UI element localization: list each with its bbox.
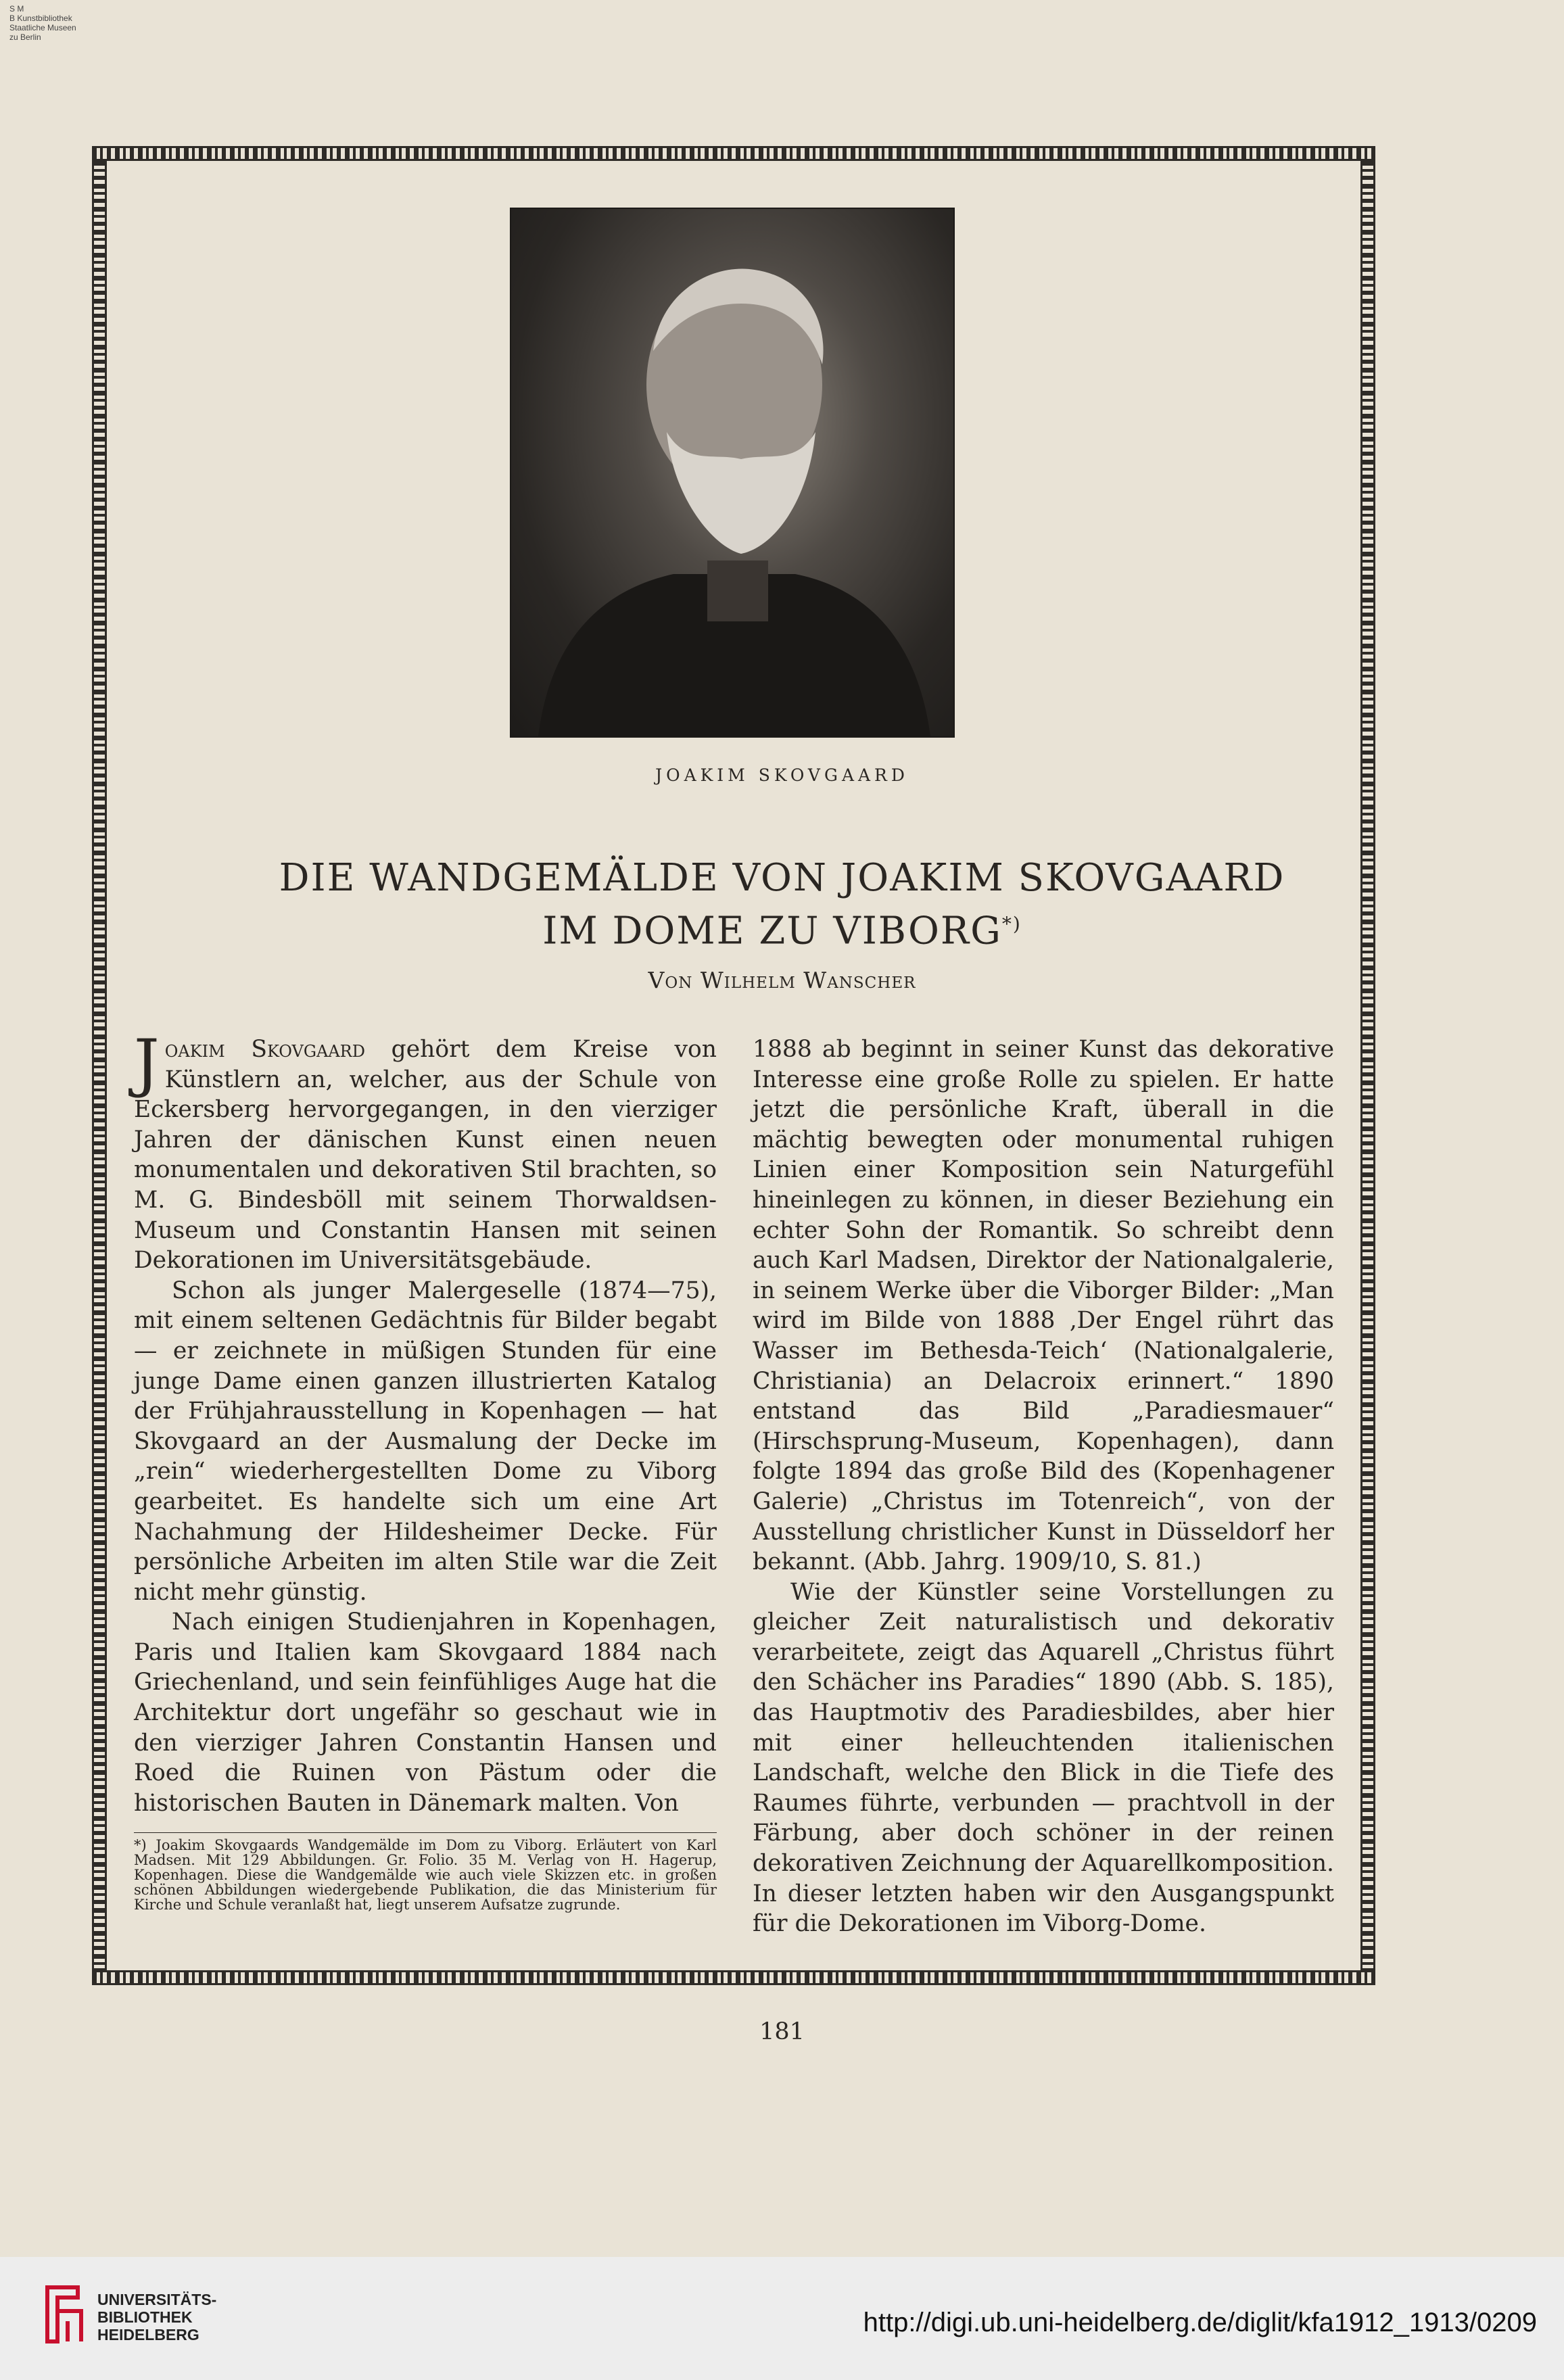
author-byline: Von Wilhelm Wanscher (648, 967, 916, 993)
paragraph: Wie der Künstler seine Vorstellungen zu gleicher Zeit naturalistisch und dekorativ verarbeitete, zeigt das Aquarell „Christus führt den Schächer ins Paradies“ 1890 (Abb. S. 185), das Hauptmotiv des Paradiesbildes, aber hier mit einer helleuchtenden italienischen Landschaft, welche den Blick in die Tiefe des Raumes führte, verbunden — prachtvoll in der Färbung, aber doch schöner in der reinen dekorativen Zeichnung der Aquarellkomposition. In dieser letzten haben wir den Ausgangspunkt für die Dekorationen im Viborg-Dome. (753, 1578, 1334, 1938)
footnote-rule (134, 1832, 717, 1833)
portrait-photo (510, 208, 955, 738)
border-right (1360, 161, 1375, 1970)
article-title-line-1: DIE WANDGEMÄLDE VON JOAKIM SKOVGAARD (279, 856, 1285, 900)
footnote: *) Joakim Skovgaards Wandgemälde im Dom zu Viborg. Erläutert von Karl Madsen. Mit 129 Abbildungen. Gr. Folio. 35 M. Verlag von H. Hagerup, Kopenhagen. Diese die Wandgemälde wie auch viele Skizzen etc. in großen schönen Abbildungen wiedergebende Publikation, die das Ministerium für Kirche und Schule veranlaßt hat, liegt unserem Aufsatze zugrunde. (134, 1837, 717, 1913)
stamp-line: B Kunstbibliothek (9, 14, 72, 23)
portrait-figure (511, 209, 953, 736)
drop-cap: J (134, 1026, 160, 1100)
library-name-line: BIBLIOTHEK (97, 2308, 193, 2326)
paragraph-text: gehört dem Kreise von Künstlern an, welcher, aus der Schule von Eckersberg hervorgegangen, in den vierziger Jahren der dänischen Kunst einen neuen monumentalen und dekorativen Stil brachten, so M. G. Bindesböll mit seinem Thorwaldsen-Museum und Constantin Hansen mit seinen Dekorationen im Universitätsgebäude. (134, 1036, 717, 1275)
text-column-left (134, 1026, 717, 1818)
article-title-line-2 (0, 903, 1564, 953)
library-name-line: UNIVERSITÄTS- (97, 2291, 217, 2308)
portrait-caption: JOAKIM SKOVGAARD (655, 765, 909, 785)
text-column-right (753, 1034, 1334, 1939)
title-text: IM DOME ZU VIBORG (542, 909, 1002, 953)
paragraph: Nach einigen Studienjahren in Kopenhagen, Paris und Italien kam Skovgaard 1884 nach Griechenland, und sein feinfühliges Auge hat die Architektur dort ungefähr so geschaut wie in den vierziger Jahren Constantin Hansen und Roed die Ruinen von Pästum oder die historischen Bauten in Dänemark malten. Von (134, 1609, 717, 1817)
stamp-line: Staatliche Museen (9, 23, 76, 32)
library-name-line: HEIDELBERG (97, 2326, 199, 2343)
lead-small-caps: oakim Skovgaard (164, 1036, 365, 1063)
border-top (92, 146, 1375, 161)
paragraph (134, 1026, 717, 1276)
stamp-line: zu Berlin (9, 32, 41, 42)
page-number: 181 (759, 2018, 805, 2045)
footnote-mark: *) (1001, 913, 1022, 935)
library-stamp (9, 4, 76, 42)
paragraph: 1888 ab beginnt in seiner Kunst das dekorative Interesse eine große Rolle zu spielen. Er hatte jetzt die persönliche Kraft, überall in die mächtig bewegten oder monumental ruhigen Linien einer Komposition sein Naturgefühl hineinlegen zu können, in dieser Beziehung ein echter Sohn der Romantik. So schreibt denn auch Karl Madsen, Direktor der Nationalgalerie, in seinem Werke über die Viborger Bilder: „Man wird im Bilde von 1888 ‚Der Engel rührt das Wasser im Bethesda-Teich‘ (Nationalgalerie, Christiania) an Delacroix erinnert.“ 1890 entstand das Bild „Paradiesmauer“ (Hirschsprung-Museum, Kopenhagen), dann folgte 1894 das große Bild des (Kopenhagener Galerie) „Christus im Totenreich“, von der Ausstellung christlicher Kunst in Düsseldorf her bekannt. (Abb. Jahrg. 1909/10, S. 81.) (753, 1036, 1334, 1576)
library-name (97, 2291, 216, 2343)
stamp-line: S M (9, 4, 24, 14)
border-bottom (92, 1970, 1375, 1985)
paragraph: Schon als junger Malergeselle (1874—75), mit einem seltenen Gedächtnis für Bilder begabt — er zeichnete in müßigen Stunden für eine junge Dame einen ganzen illustrierten Katalog der Frühjahrausstellung in Kopenhagen — hat Skovgaard an der Ausmalung der Decke im „rein“ wiederhergestellten Dome zu Viborg gearbeitet. Es handelte sich um eine Art Nachahmung der Hildesheimer Decke. Für persönliche Arbeiten im alten Stile war die Zeit nicht mehr günstig. (134, 1277, 717, 1606)
library-logo-icon (41, 2281, 88, 2348)
digital-library-footer (0, 2257, 1564, 2380)
border-left (92, 161, 107, 1970)
permalink-url[interactable]: http://digi.ub.uni-heidelberg.de/diglit/kfa1912_1913/0209 (863, 2308, 1537, 2337)
